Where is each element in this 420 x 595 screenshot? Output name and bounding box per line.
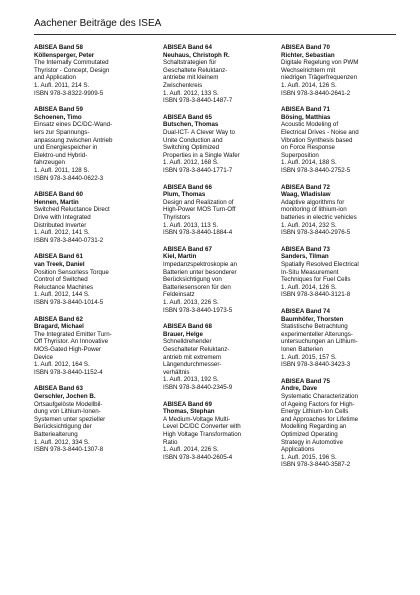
entry-line: ISBN 978-3-8440-1307-8 <box>34 446 104 454</box>
entry-line: Berücksichtigung von <box>163 276 222 284</box>
entry-line: Superposition <box>281 151 319 159</box>
author-name: Waag, Wladislaw <box>281 191 331 199</box>
author-name: Andre, Dave <box>281 385 318 393</box>
entry-line: Position Sensorless Torque <box>34 268 109 276</box>
entry-line: Applications <box>281 446 315 454</box>
entry-line: Vibration Synthesis based <box>281 136 353 144</box>
author-name: Baumhöfer, Thorsten <box>281 315 344 323</box>
entry-line: 1. Aufl. 2011, 128 S. <box>34 166 90 174</box>
entry-line: Thyristors <box>163 213 191 221</box>
entry-line: High Voltage Transformation <box>163 430 242 438</box>
entry-line: 1. Aufl. 2014, 126 S. <box>281 283 337 291</box>
author-name: Sanders, Tilman <box>281 253 329 261</box>
entry-line: and Application <box>34 74 76 82</box>
author-name: Kiel, Martin <box>163 253 197 261</box>
entry-line: ISBN 978-3-8440-1152-4 <box>34 368 103 376</box>
band-number: ABISEA Band 65 <box>163 113 212 121</box>
entry-line: ISBN 978-3-8440-0731-2 <box>34 236 104 244</box>
entry-line: anpassung zwischen Antrieb <box>34 136 113 144</box>
author-name: Köllensperger, Peter <box>34 51 95 59</box>
book-entry <box>281 308 391 369</box>
book-entry <box>281 378 391 469</box>
entry-line: Level DC/DC Converter with <box>163 423 241 431</box>
book-entry <box>34 385 144 453</box>
book-entry <box>281 184 391 237</box>
band-number: ABISEA Band 62 <box>34 315 83 323</box>
entry-line: Spatially Resolved Electrical <box>281 260 359 268</box>
book-entry <box>34 44 144 97</box>
entry-line: Dual-ICT- A Clever Way to <box>163 128 235 136</box>
entry-line: and Approaches for Lifetime <box>281 415 359 423</box>
book-entry <box>163 184 273 237</box>
band-number: ABISEA Band 72 <box>281 183 330 191</box>
entry-line: A Medium-Voltage Multi- <box>163 415 231 423</box>
entry-line: ISBN 978-3-8440-3423-3 <box>281 361 351 369</box>
entry-line: 1. Aufl. 2013, 226 S. <box>163 298 219 306</box>
band-number: ABISEA Band 75 <box>281 377 330 385</box>
entry-line: 1. Aufl. 2013, 113 S. <box>163 221 219 229</box>
entry-line: MOS-Gated High-Power <box>34 345 102 353</box>
entry-line: High-Power MOS Turn-Off <box>163 206 236 214</box>
entry-line: Acoustic Modeling of <box>281 121 339 129</box>
band-number: ABISEA Band 69 <box>163 400 212 408</box>
book-entry <box>34 191 144 244</box>
entry-line: Techniques for Fuel Cells <box>281 276 351 284</box>
entry-line: The Internally Commutated <box>34 59 109 67</box>
entry-line: und Energiespeicher in <box>34 144 98 152</box>
book-entry <box>163 246 273 314</box>
entry-line: ISBN 978-3-8322-9909-5 <box>34 89 104 97</box>
entry-line: 1. Aufl. 2014, 126 S. <box>281 81 337 89</box>
entry-line: Geschaltete Reluktanz- <box>163 66 228 74</box>
entry-line: 1. Aufl. 2012, 133 S. <box>163 89 219 97</box>
entry-line: Statistische Betrachtung <box>281 323 348 331</box>
entry-line: ISBN 978-3-8440-3121-8 <box>281 291 351 299</box>
book-entry <box>163 323 273 391</box>
band-number: ABISEA Band 67 <box>163 245 212 253</box>
entry-line: Geschalteter Reluktanz- <box>163 345 230 353</box>
entry-line: ISBN 978-3-8440-1487-7 <box>163 97 233 105</box>
entry-line: ISBN 978-3-8440-2752-5 <box>281 166 351 174</box>
entry-line: 1. Aufl. 2014, 188 S. <box>281 159 337 167</box>
entry-line: Switched Reluctance Direct <box>34 206 110 214</box>
author-name: Brauer, Helge <box>163 330 203 338</box>
author-name: Hennen, Martin <box>34 198 79 206</box>
entry-line: Ionen Batterien <box>281 345 323 353</box>
entry-line: ISBN 978-3-8440-2605-4 <box>163 453 233 461</box>
author-name: Neuhaus, Christoph R. <box>163 51 230 59</box>
entry-line: Batteriesensoren für den <box>163 283 231 291</box>
entry-line: Strategy in Automotive <box>281 438 343 446</box>
band-number: ABISEA Band 70 <box>281 44 330 51</box>
entry-line: 1. Aufl. 2011, 214 S. <box>34 81 90 89</box>
book-list <box>34 44 398 589</box>
entry-line: ISBN 978-3-8440-2641-2 <box>281 89 351 97</box>
entry-line: Impedanzspektroskopie an <box>163 260 237 268</box>
entry-line: ISBN 978-3-8440-1771-7 <box>163 166 233 174</box>
entry-line: Thyristor - Concept, Design <box>34 66 110 74</box>
book-entry <box>34 253 144 306</box>
band-number: ABISEA Band 58 <box>34 44 83 51</box>
entry-line: 1. Aufl. 2012, 141 S. <box>34 229 90 237</box>
book-entry <box>163 401 273 462</box>
band-number: ABISEA Band 71 <box>281 106 330 114</box>
entry-line: Längendurchmesser- <box>163 361 222 369</box>
entry-line: ISBN 978-3-8440-0622-3 <box>34 174 104 182</box>
entry-line: The Integrated Emitter Turn- <box>34 330 112 338</box>
entry-line: ISBN 978-3-8440-1884-4 <box>163 229 233 237</box>
entry-line: Digitale Regelung von PWM <box>281 59 359 67</box>
entry-line: Ortsaufgelöste Modellbil- <box>34 400 103 408</box>
entry-line: 1. Aufl. 2012, 168 S. <box>163 159 219 167</box>
entry-line: dung von Lithium-Ionen- <box>34 408 101 416</box>
band-number: ABISEA Band 60 <box>34 191 83 199</box>
author-name: Gerschler, Jochen B. <box>34 392 96 400</box>
entry-line: 1. Aufl. 2014, 226 S. <box>163 446 219 454</box>
entry-line: Energy Lithium-Ion Cells <box>281 408 349 416</box>
book-entry <box>281 44 391 97</box>
entry-line: Feldeinsatz <box>163 291 195 299</box>
entry-line: Batterien unter besonderer <box>163 268 237 276</box>
entry-line: verhältnis <box>163 368 190 376</box>
entry-line: experimenteller Alterungs- <box>281 330 353 338</box>
author-name: Richter, Sebastian <box>281 51 335 59</box>
entry-line: 1. Aufl. 2014, 232 S. <box>281 221 337 229</box>
entry-line: Zwischenkreis <box>163 81 203 89</box>
author-name: Bösing, Matthias <box>281 113 331 121</box>
entry-line: Schaltstrategien für <box>163 59 217 67</box>
entry-line: Reluctance Machines <box>34 283 94 291</box>
entry-line: ISBN 978-3-8440-1014-5 <box>34 298 104 306</box>
band-number: ABISEA Band 74 <box>281 308 330 315</box>
entry-line: niedrigen Trägerfrequenzen <box>281 74 358 82</box>
entry-line: 1. Aufl. 2012, 164 S. <box>34 361 90 369</box>
entry-line: ISBN 978-3-8440-2345-9 <box>163 383 233 391</box>
book-entry <box>34 106 144 182</box>
entry-line: Wechselrichtern mit <box>281 66 336 74</box>
band-number: ABISEA Band 61 <box>34 253 83 261</box>
band-number: ABISEA Band 68 <box>163 323 212 331</box>
band-number: ABISEA Band 63 <box>34 385 83 393</box>
band-number: ABISEA Band 64 <box>163 44 212 51</box>
entry-line: of Ageing Factors for High- <box>281 400 355 408</box>
entry-line: 1. Aufl. 2012, 334 S. <box>34 438 90 446</box>
page-header: Aachener Beiträge des ISEA <box>34 18 162 29</box>
entry-line: batteries in electric vehicles <box>281 213 357 221</box>
entry-line: Berücksichtigung der <box>34 423 92 431</box>
entry-line: untersuchungen an Lithium- <box>281 338 358 346</box>
author-name: Thomas, Stephan <box>163 408 215 416</box>
entry-line: Device <box>34 353 53 361</box>
entry-line: on Force Response <box>281 144 335 152</box>
entry-line: monitoring of lithium-ion <box>281 206 347 214</box>
band-number: ABISEA Band 59 <box>34 106 83 114</box>
book-entry <box>163 44 273 105</box>
book-entry <box>163 114 273 175</box>
entry-line: Einsatz eines DC/DC-Wand- <box>34 121 113 129</box>
entry-line: antriebe mit kleinem <box>163 74 219 82</box>
band-number: ABISEA Band 66 <box>163 183 212 191</box>
entry-line: ISBN 978-3-8440-1973-5 <box>163 306 233 314</box>
entry-line: Adaptive algorithms for <box>281 198 345 206</box>
entry-line: Design and Realization of <box>163 198 234 206</box>
author-name: Schoenen, Timo <box>34 113 82 121</box>
entry-line: Systematic Characterization <box>281 392 359 400</box>
entry-line: lers zur Spannungs- <box>34 128 90 136</box>
entry-line: Systemen unter spezieller <box>34 415 106 423</box>
book-entry <box>281 246 391 299</box>
author-name: Bragard, Michael <box>34 323 84 331</box>
entry-line: Off Thyristor. An Innovative <box>34 338 109 346</box>
entry-line: ISBN 978-3-8440-3587-2 <box>281 461 351 469</box>
entry-line: Switching Optimized <box>163 144 220 152</box>
entry-line: ISBN 978-3-8440-2976-5 <box>281 229 351 237</box>
entry-line: Control of Switched <box>34 276 88 284</box>
entry-line: 1. Aufl. 2015, 196 S. <box>281 453 337 461</box>
author-name: van Treek, Daniel <box>34 260 85 268</box>
entry-line: antrieb mit extremem <box>163 353 222 361</box>
entry-line: Optimized Operating <box>281 430 338 438</box>
band-number: ABISEA Band 73 <box>281 245 330 253</box>
entry-line: 1. Aufl. 2013, 192 S. <box>163 376 219 384</box>
author-name: Butschen, Thomas <box>163 121 219 129</box>
entry-line: Batteriealterung <box>34 430 78 438</box>
entry-line: Electrical Drives - Noise and <box>281 128 359 136</box>
entry-line: Drive with Integrated <box>34 213 91 221</box>
entry-line: Ratio <box>163 438 178 446</box>
book-entry <box>34 316 144 377</box>
entry-line: Modelling Regarding an <box>281 423 347 431</box>
entry-line: Elektro-und Hybrid- <box>34 151 88 159</box>
entry-line: Unite Conduction and <box>163 136 223 144</box>
entry-line: In-Situ Measurement <box>281 268 339 276</box>
entry-line: 1. Aufl. 2012, 144 S. <box>34 291 90 299</box>
entry-line: Distributed Inverter <box>34 221 87 229</box>
header-divider <box>34 34 396 35</box>
entry-line: Schnelldrehender <box>163 338 212 346</box>
author-name: Plum, Thomas <box>163 191 206 199</box>
book-entry <box>281 106 391 174</box>
entry-line: Properties in a Single Wafer <box>163 151 240 159</box>
entry-line: fahrzeugen <box>34 159 65 167</box>
entry-line: 1. Aufl. 2015, 157 S. <box>281 353 337 361</box>
